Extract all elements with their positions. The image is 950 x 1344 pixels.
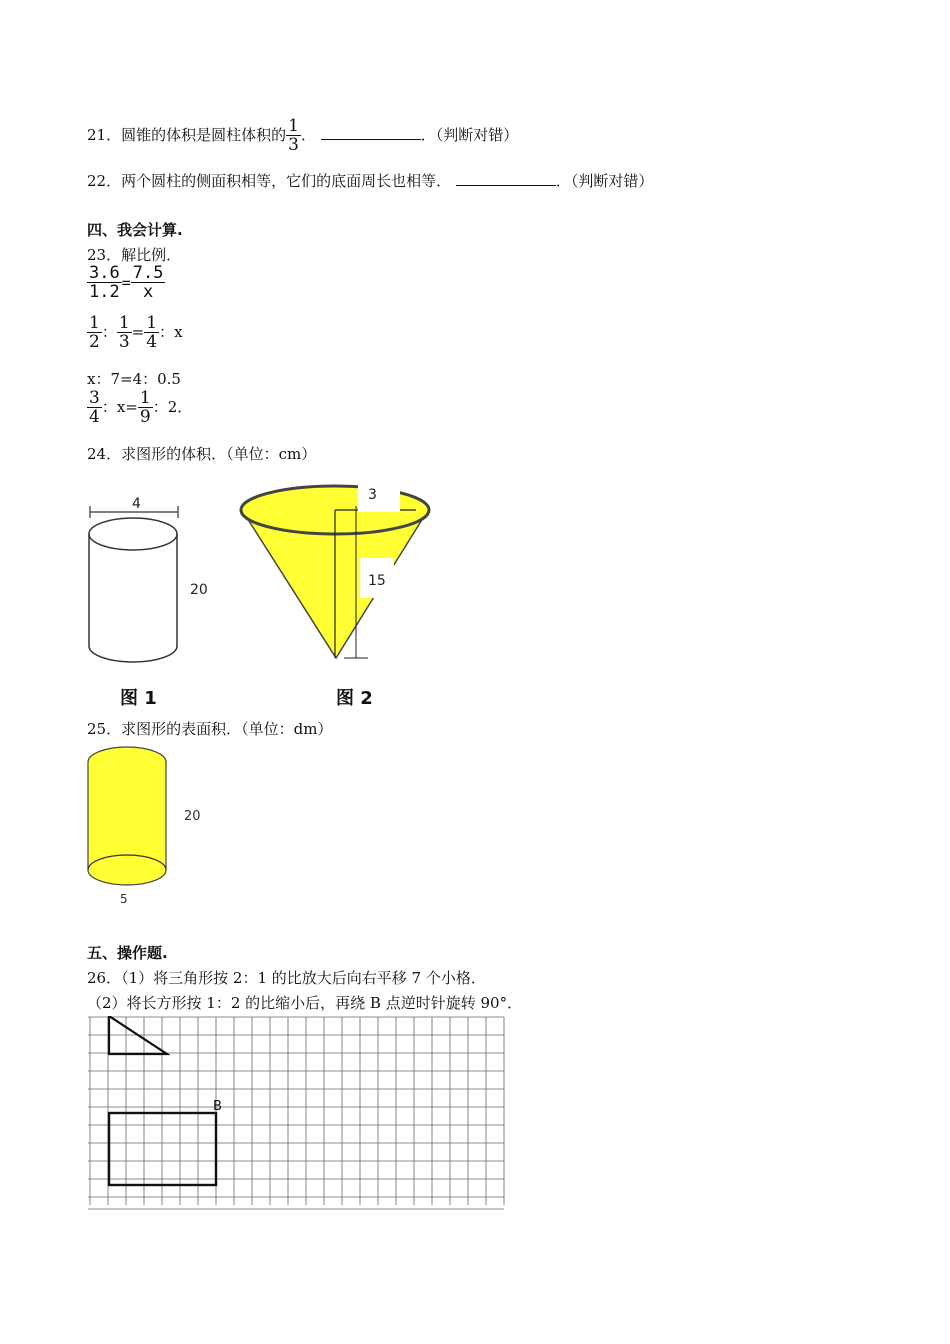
equals-sign: = [121, 273, 131, 292]
eq2-fraction-c [144, 315, 159, 351]
q23-equation-4 [87, 390, 192, 426]
eq1-right-fraction [131, 265, 166, 301]
q22-answer-blank[interactable] [456, 171, 556, 186]
frac-denominator: 4 [146, 332, 158, 352]
point-b-label: B [213, 1099, 222, 1114]
figure-2-caption: 图 2 [336, 688, 373, 709]
cone-figure [241, 478, 429, 709]
q26-number: 26． [87, 969, 122, 987]
q25-text: 求图形的表面积．（单位：dm） [121, 720, 333, 738]
eq4-mid: ：x= [101, 398, 138, 416]
eq1-left-fraction [87, 265, 122, 301]
q25-number: 25． [87, 720, 122, 738]
q24-title [87, 443, 316, 464]
cylinder-height-label: 20 [184, 809, 201, 824]
q23-equation-1 [87, 265, 165, 301]
frac-denominator: 9 [139, 407, 151, 427]
q22-tail: ．（判断对错） [555, 172, 654, 190]
eq2-tail: ：x [159, 323, 183, 341]
frac-numerator: 3.6 [89, 263, 120, 283]
q21-answer-blank[interactable] [321, 125, 421, 140]
cylinder-top [89, 518, 177, 550]
figure-1-caption: 图 1 [120, 688, 157, 709]
equals-sign: = [131, 323, 145, 341]
q21-dot: ． [300, 126, 316, 144]
frac-denominator: 1.2 [89, 282, 120, 302]
eq2-fraction-b [117, 315, 132, 351]
q24-text: 求图形的体积．（单位：cm） [121, 445, 317, 463]
eq4-tail: ：2． [152, 398, 193, 416]
cone-height-label: 15 [368, 573, 386, 589]
colon: ： [101, 323, 117, 341]
q23-title [87, 244, 181, 265]
q23-equation-3: x：7=4：0.5 [87, 370, 181, 388]
q26-grid [88, 1016, 512, 1212]
q21-number: 21． [87, 126, 122, 144]
frac-numerator: 1 [89, 313, 100, 333]
q21-tail: ．（判断对错） [420, 126, 519, 144]
frac-numerator: 1 [118, 313, 130, 333]
frac-denominator: 3 [288, 135, 299, 155]
eq2-fraction-a [87, 315, 102, 351]
q26-line-2: （2）将长方形按 1：2 的比缩小后，再绕 B 点逆时针旋转 90°． [87, 994, 523, 1012]
cylinder-diameter-label: 4 [132, 496, 141, 512]
q21-fraction [286, 118, 301, 154]
section-5-heading: 五、操作题. [87, 944, 168, 962]
q25-figure [80, 740, 210, 910]
frac-numerator: 3 [89, 388, 100, 408]
eq4-fraction-b [138, 390, 153, 426]
q26-instruction-1: （1）将三角形按 2：1 的比放大后向右平移 7 个小格． [121, 969, 486, 987]
cylinder-diameter-label: 5 [120, 892, 128, 906]
q23-equation-2 [87, 315, 183, 351]
cylinder-figure [89, 496, 208, 709]
rectangle-shape [109, 1113, 216, 1185]
frac-denominator: 2 [89, 332, 100, 352]
cone-radius-label: 3 [368, 487, 377, 503]
radius-label-box [358, 478, 400, 512]
cylinder-body [88, 747, 166, 885]
q26-line-1 [87, 967, 486, 988]
frac-numerator: 1 [146, 313, 158, 333]
q22 [87, 170, 653, 191]
q25-title [87, 718, 332, 739]
frac-denominator: x [131, 282, 166, 301]
q24-number: 24． [87, 445, 122, 463]
frac-denominator: 3 [118, 332, 130, 352]
frac-numerator: 1 [139, 388, 151, 408]
frac-denominator: 4 [89, 407, 100, 427]
q24-figures [80, 470, 440, 710]
q21 [87, 118, 518, 160]
q22-number: 22． [87, 172, 122, 190]
frac-numerator: 7.5 [132, 263, 164, 283]
cylinder-height-label: 20 [190, 582, 208, 598]
q23-number: 23． [87, 246, 122, 264]
q22-text: 两个圆柱的侧面积相等，它们的底面周长也相等． [121, 172, 452, 190]
frac-numerator: 1 [288, 116, 299, 136]
section-4-heading: 四、我会计算. [87, 221, 183, 239]
eq4-fraction-a [87, 390, 102, 426]
cylinder-bottom [89, 646, 177, 662]
q21-text: 圆锥的体积是圆柱体积的 [121, 126, 287, 144]
q23-text: 解比例． [121, 246, 182, 264]
